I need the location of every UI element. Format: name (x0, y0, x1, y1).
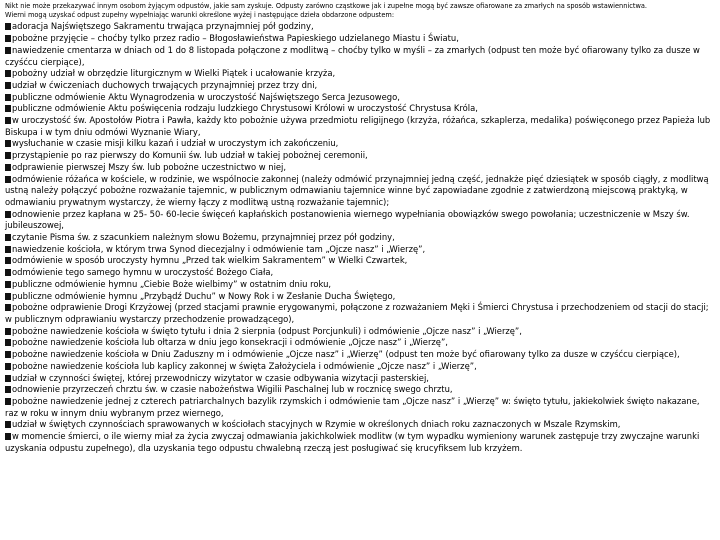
bullet-icon (5, 47, 11, 54)
list-item (5, 115, 714, 138)
bullet-icon (5, 293, 11, 300)
bullet-icon (5, 351, 11, 358)
bullet-icon (5, 164, 11, 171)
list-item (5, 162, 714, 174)
list-item (5, 361, 714, 373)
bullet-icon (5, 386, 11, 393)
list-item (5, 232, 714, 244)
list-item (5, 244, 714, 256)
list-item-text: pobożne odprawienie Drogi Krzyżowej (przed stacjami prawnie erygowanymi, połączone z rozważaniem Męki i Śmierci Chrystusa i przechodzeniem od stacji do stacji; w publicznym odprawianiu wystarczy przechodzenie prowadzącego), (5, 302, 709, 324)
list-item-text: odnowienie przez kapłana w 25- 50- 60-lecie święceń kapłańskich postanowienia wiernego wypełniania obowiązków swego powołania; uczestniczenie w Mszy św. jubileuszowej, (5, 208, 690, 231)
list-item (5, 150, 714, 162)
list-item (5, 373, 714, 385)
list-item (5, 103, 714, 115)
list-item-text: nawiedzenie kościoła, w którym trwa Synod diecezjalny i odmówienie tam „Ojcze nasz” i „Wierzę”, (12, 243, 426, 254)
bullet-icon (5, 375, 11, 382)
bullet-icon (5, 82, 11, 89)
list-item (5, 68, 714, 80)
list-item (5, 349, 714, 361)
list-item-text: adoracja Najświętszego Sakramentu trwająca przynajmniej pół godziny, (12, 21, 314, 32)
list-item (5, 255, 714, 267)
list-item (5, 326, 714, 338)
list-item (5, 92, 714, 104)
bullet-icon (5, 94, 11, 101)
indulgence-list (5, 21, 714, 454)
list-item-text: pobożne nawiedzenie kościoła lub ołtarza w dniu jego konsekracji i odmówienie „Ojcze nasz” i „Wierzę”, (12, 337, 448, 348)
bullet-icon (5, 70, 11, 77)
list-item-text: czytanie Pisma św. z szacunkiem należnym słowu Bożemu, przynajmniej przez pół godziny, (12, 232, 395, 243)
bullet-icon (5, 117, 11, 124)
list-item (5, 291, 714, 303)
list-item-text: odprawienie pierwszej Mszy św. lub pobożne uczestnictwo w niej, (12, 161, 287, 172)
intro-sentence: Wierni mogą uzyskać odpust zupełny wypełniając warunki określone wyżej i następujące dzieła obdarzone odpustem: (5, 11, 395, 20)
list-item (5, 279, 714, 291)
list-item (5, 431, 714, 454)
intro-sentence: Nikt nie może przekazywać innym osobom żyjącym odpustów, jakie sam zyskuje. Odpusty zarówno cząstkowe jak i zupełne mogą być zawsze ofiarowane za zmarłych na sposób wstawiennictwa. (5, 2, 647, 10)
list-item-text: pobożne nawiedzenie kościoła w Dniu Zaduszny m i odmówienie „Ojcze nasz” i „Wierzę” (odpust ten może być ofiarowany tylko za dusze w czyśćcu cierpiące), (12, 349, 680, 360)
list-item-text: publiczne odmówienie hymnu „Przybądź Duchu” w Nowy Rok i w Zesłanie Ducha Świętego, (12, 290, 396, 301)
list-item-text: pobożne nawiedzenie jednej z czterech patriarchalnych bazylik rzymskich i odmówienie tam „Ojcze nasz” i „Wierzę” w: święto tytułu, jakiekolwiek święto nakazane, raz w roku w innym dniu wybranym przez wiernego, (5, 395, 700, 418)
list-item (5, 45, 714, 68)
bullet-icon (5, 328, 11, 335)
list-item-text: publiczne odmówienie Aktu poświęcenia rodzaju ludzkiego Chrystusowi Królowi w uroczystość Chrystusa Króla, (12, 103, 478, 114)
bullet-icon (5, 246, 11, 253)
list-item (5, 209, 714, 232)
bullet-icon (5, 152, 11, 159)
list-item-text: udział w czynności świętej, której przewodniczy wizytator w czasie odbywania wizytacji pasterskiej, (12, 372, 429, 383)
bullet-icon (5, 339, 11, 346)
bullet-icon (5, 363, 11, 370)
bullet-icon (5, 257, 11, 264)
list-item-text: publiczne odmówienie hymnu „Ciebie Boże wielbimy” w ostatnim dniu roku, (12, 278, 332, 289)
bullet-icon (5, 304, 11, 311)
list-item-text: odnowienie przyrzeczeń chrztu św. w czasie nabożeństwa Wigilii Paschalnej lub w rocznicę swego chrztu, (12, 384, 453, 395)
list-item-text: pobożny udział w obrzędzie liturgicznym w Wielki Piątek i ucałowanie krzyża, (12, 68, 336, 79)
list-item-text: udział w świętych czynnościach sprawowanych w kościołach stacyjnych w Rzymie w określonych dniach roku zaznaczonych w Mszale Rzymskim, (12, 419, 621, 430)
list-item (5, 302, 714, 325)
list-item-text: pobożne przyjęcie – choćby tylko przez radio – Błogosławieństwa Papieskiego udzielanego Miastu i Światu, (12, 33, 459, 44)
bullet-icon (5, 433, 11, 440)
bullet-icon (5, 23, 11, 30)
list-item-text: odmówienie różańca w kościele, w rodzinie, we wspólnocie zakonnej (należy odmówić przynajmniej jedną część, jednakże pięć dziesiątek w sposób ciągły, z modlitwą ustną należy połączyć pobożne rozważanie tajemnic, w publicznym odmawianiu tajemnice winne być zapowiadane zgodnie z zatwierdzoną miejscową praktyką, w odmawianiu prywatnym wystarczy, że wierny łączy z modlitwą ustną rozważanie tajemnic); (5, 173, 709, 207)
list-item (5, 21, 714, 33)
bullet-icon (5, 421, 11, 428)
bullet-icon (5, 35, 11, 42)
list-item-text: przystąpienie po raz pierwszy do Komunii św. lub udział w takiej pobożnej ceremonii, (12, 150, 368, 161)
bullet-icon (5, 269, 11, 276)
bullet-icon (5, 211, 11, 218)
list-item (5, 267, 714, 279)
list-item (5, 33, 714, 45)
list-item-text: udział w ćwiczeniach duchowych trwających przynajmniej przez trzy dni, (12, 79, 318, 90)
list-item-text: wysłuchanie w czasie misji kilku kazań i udział w uroczystym ich zakończeniu, (12, 138, 339, 149)
list-item (5, 337, 714, 349)
list-item-text: pobożne nawiedzenie kościoła lub kaplicy zakonnej w święta Założyciela i odmówienie „Ojcze nasz” i „Wierzę”, (12, 360, 477, 371)
list-item (5, 174, 714, 209)
list-item (5, 138, 714, 150)
list-item-text: odmówienie w sposób uroczysty hymnu „Przed tak wielkim Sakramentem” w Wielki Czwartek, (12, 255, 408, 266)
list-item (5, 384, 714, 396)
bullet-icon (5, 281, 11, 288)
list-item (5, 80, 714, 92)
bullet-icon (5, 140, 11, 147)
intro-paragraph (5, 2, 714, 20)
bullet-icon (5, 176, 11, 183)
list-item-text: w uroczystość św. Apostołów Piotra i Pawła, każdy kto pobożnie używa przedmiotu religijnego (krzyża, różańca, szkaplerza, medalika) poświęconego przez Papieża lub Biskupa i w tym dniu odmówi Wyznanie Wiary, (5, 115, 711, 137)
list-item-text: odmówienie tego samego hymnu w uroczystość Bożego Ciała, (12, 267, 274, 278)
bullet-icon (5, 234, 11, 241)
list-item-text: publiczne odmówienie Aktu Wynagrodzenia w uroczystość Najświętszego Serca Jezusowego, (12, 91, 400, 102)
list-item (5, 419, 714, 431)
bullet-icon (5, 398, 11, 405)
bullet-icon (5, 105, 11, 112)
list-item-text: nawiedzenie cmentarza w dniach od 1 do 8 listopada połączone z modlitwą – choćby tylko w myśli – za zmarłych (odpust ten może być ofiarowany tylko za dusze w czyśćcu cierpiące), (5, 44, 700, 67)
list-item-text: w momencie śmierci, o ile wierny miał za życia zwyczaj odmawiania jakichkolwiek modlitw (w tym wypadku wymieniony warunek zastępuje trzy zwyczajne warunki uzyskania odpustu zupełnego), dla uzyskania tego odpustu chwalebną rzeczą jest posługiwać się krucyfiksem lub krzyżem. (5, 431, 700, 453)
list-item (5, 396, 714, 419)
list-item-text: pobożne nawiedzenie kościoła w święto tytułu i dnia 2 sierpnia (odpust Porcjunkuli) i odmówienie „Ojcze nasz” i „Wierzę”, (12, 325, 522, 336)
